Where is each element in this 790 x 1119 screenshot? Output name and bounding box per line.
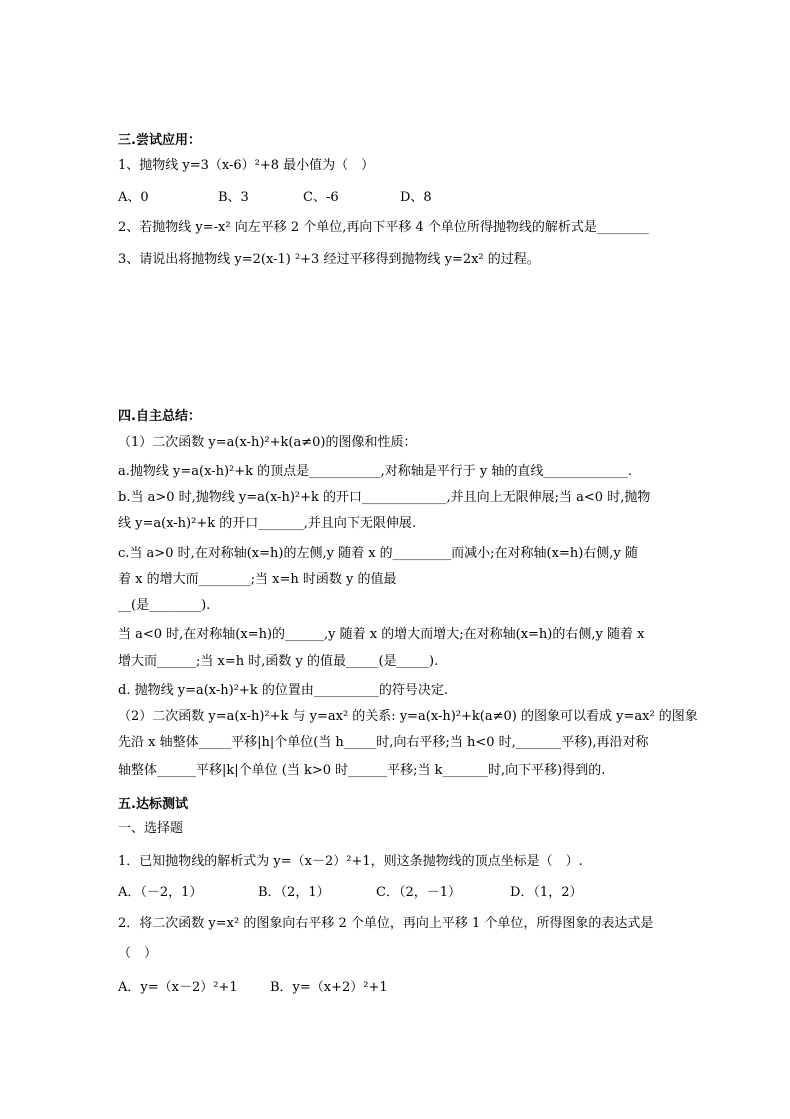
option-c: C．（2，－1） xyxy=(376,885,461,900)
option-a: A、0 xyxy=(118,190,149,205)
section5-question-1: 1．已知抛物线的解析式为 y=（x－2）²+1，则这条抛物线的顶点坐标是（ ）. xyxy=(118,854,583,869)
option-b: B．y=（x+2）²+1 xyxy=(270,980,388,995)
option-c: C、-6 xyxy=(303,190,339,205)
option-b: B．（2，1） xyxy=(258,885,330,900)
section4-item-b-line2: 线 y=a(x-h)²+k 的开口_______,并且向下无限伸展. xyxy=(118,516,417,531)
section5-question-2-line2: （ ） xyxy=(118,946,158,961)
section5-question-1-options xyxy=(118,884,678,902)
section4-part1-title: （1）二次函数 y=a(x-h)²+k(a≠0)的图像和性质： xyxy=(118,435,417,450)
option-d: D、8 xyxy=(400,190,432,205)
section3-question-2: 2、若抛物线 y=-x² 向左平移 2 个单位,再向下平移 4 个单位所得抛物线的解析式是________ xyxy=(118,220,649,235)
section4-part2-line2: 先沿 x 轴整体_____平移|h|个单位(当 h_____时,向右平移;当 h<0 时,_______平移),再沿对称 xyxy=(118,735,649,750)
section4-item-d: d. 抛物线 y=a(x-h)²+k 的位置由__________的符号决定. xyxy=(118,683,448,698)
section5-heading: 五.达标测试 xyxy=(118,797,188,812)
section4-item-c-line3: __(是________). xyxy=(118,598,211,613)
section3-question-3: 3、请说出将抛物线 y=2(x-1) ²+3 经过平移得到抛物线 y=2x² 的过程。 xyxy=(118,252,540,267)
section5-question-2-line1: 2．将二次函数 y=x² 的图象向右平移 2 个单位，再向上平移 1 个单位，所得图象的表达式是 xyxy=(118,916,654,931)
section3-question-1-options xyxy=(118,189,678,207)
section3-heading: 三.尝试应用： xyxy=(118,133,201,148)
section4-item-c-line2: 着 x 的增大而________;当 x=h 时函数 y 的值最 xyxy=(118,572,397,587)
section4-item-c-line5: 增大而______;当 x=h 时,函数 y 的值最_____(是_____). xyxy=(118,654,439,669)
option-d: D．（1，2） xyxy=(510,885,583,900)
section4-part2-line1: （2）二次函数 y=a(x-h)²+k 与 y=ax² 的关系: y=a(x-h)²+k(a≠0) 的图象可以看成 y=ax² 的图象 xyxy=(118,709,698,724)
option-a: A．y=（x－2）²+1 xyxy=(118,980,238,995)
option-b: B、3 xyxy=(218,190,249,205)
section4-item-c-line1: c.当 a>0 时,在对称轴(x=h)的左侧,y 随着 x 的_________而减小;在对称轴(x=h)右侧,y 随 xyxy=(118,546,638,561)
section5-question-2-options xyxy=(118,979,678,997)
section4-item-a: a.抛物线 y=a(x-h)²+k 的顶点是___________,对称轴是平行于 y 轴的直线_____________. xyxy=(118,464,633,479)
section5-subheading: 一、选择题 xyxy=(118,821,184,836)
section4-item-b-line1: b.当 a>0 时,抛物线 y=a(x-h)²+k 的开口_____________,并且向上无限伸展;当 a<0 时,抛物 xyxy=(118,490,651,505)
section3-question-1: 1、抛物线 y=3（x-6）²+8 最小值为（ ） xyxy=(118,158,375,173)
section4-part2-line3: 轴整体______平移|k|个单位 (当 k>0 时______平移;当 k_______时,向下平移)得到的. xyxy=(118,763,606,778)
section4-heading: 四.自主总结： xyxy=(118,409,201,424)
option-a: A．（－2，1） xyxy=(118,885,203,900)
section4-item-c-line4: 当 a<0 时,在对称轴(x=h)的______,y 随着 x 的增大而增大;在对称轴(x=h)的右侧,y 随着 x xyxy=(118,627,645,642)
